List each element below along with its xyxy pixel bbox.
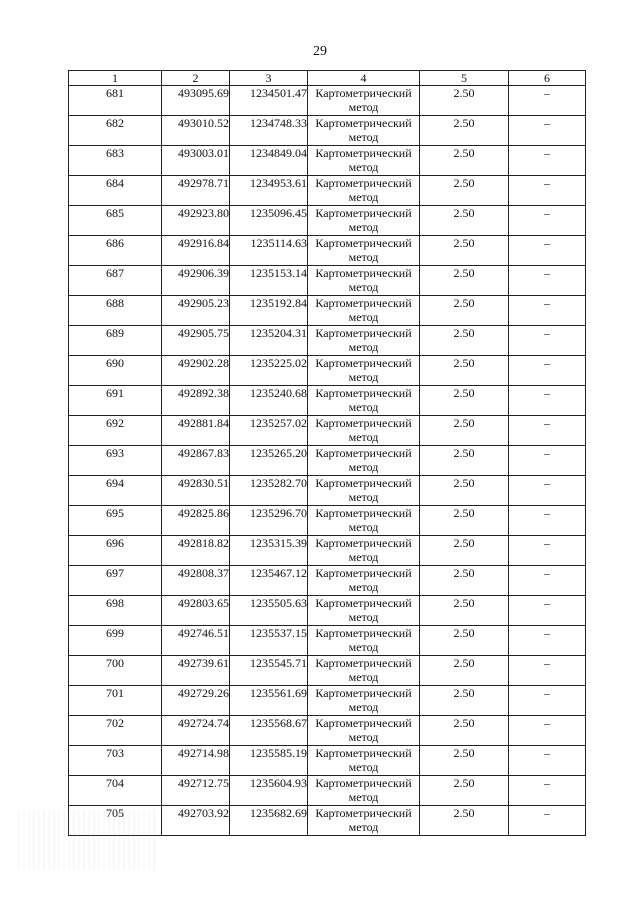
table-body [69, 86, 586, 836]
x-coordinate-cell: 493010.52 [162, 116, 230, 146]
x-coordinate-cell: 492825.86 [162, 506, 230, 536]
accuracy-cell: 2.50 [420, 746, 509, 776]
x-coordinate-cell: 492881.84 [162, 416, 230, 446]
method-line-2: метод [348, 580, 379, 594]
method-line-1: Картометрический [315, 806, 412, 820]
method-cell [308, 776, 420, 806]
point-number-cell: 691 [69, 386, 162, 416]
column-header-2: 2 [162, 71, 230, 86]
method-cell [308, 146, 420, 176]
method-cell [308, 446, 420, 476]
accuracy-cell: 2.50 [420, 236, 509, 266]
x-coordinate-cell: 492746.51 [162, 626, 230, 656]
y-coordinate-cell: 1235225.02 [230, 356, 308, 386]
y-coordinate-cell: 1235240.68 [230, 386, 308, 416]
method-line-2: метод [348, 280, 379, 294]
y-coordinate-cell: 1234748.33 [230, 116, 308, 146]
y-coordinate-cell: 1235568.67 [230, 716, 308, 746]
accuracy-cell: 2.50 [420, 596, 509, 626]
method-line-1: Картометрический [315, 596, 412, 610]
accuracy-cell: 2.50 [420, 386, 509, 416]
method-line-1: Картометрический [315, 776, 412, 790]
accuracy-cell: 2.50 [420, 806, 509, 836]
point-number-cell: 687 [69, 266, 162, 296]
y-coordinate-cell: 1235153.14 [230, 266, 308, 296]
method-cell [308, 296, 420, 326]
x-coordinate-cell: 492724.74 [162, 716, 230, 746]
method-cell [308, 506, 420, 536]
note-cell: – [509, 776, 586, 806]
note-cell: – [509, 656, 586, 686]
accuracy-cell: 2.50 [420, 656, 509, 686]
note-cell: – [509, 536, 586, 566]
method-line-2: метод [348, 190, 379, 204]
point-number-cell: 695 [69, 506, 162, 536]
y-coordinate-cell: 1235265.20 [230, 446, 308, 476]
coordinates-table [68, 70, 586, 836]
method-line-1: Картометрический [315, 86, 412, 100]
table-row [69, 626, 586, 656]
method-line-2: метод [348, 790, 379, 804]
method-line-1: Картометрический [315, 326, 412, 340]
method-line-1: Картометрический [315, 416, 412, 430]
method-line-2: метод [348, 520, 379, 534]
x-coordinate-cell: 493003.01 [162, 146, 230, 176]
table-row [69, 716, 586, 746]
table-row [69, 746, 586, 776]
point-number-cell: 697 [69, 566, 162, 596]
note-cell: – [509, 626, 586, 656]
accuracy-cell: 2.50 [420, 116, 509, 146]
accuracy-cell: 2.50 [420, 566, 509, 596]
table-row [69, 596, 586, 626]
note-cell: – [509, 476, 586, 506]
point-number-cell: 684 [69, 176, 162, 206]
accuracy-cell: 2.50 [420, 86, 509, 116]
point-number-cell: 682 [69, 116, 162, 146]
x-coordinate-cell: 492923.80 [162, 206, 230, 236]
method-cell [308, 566, 420, 596]
note-cell: – [509, 206, 586, 236]
y-coordinate-cell: 1235537.15 [230, 626, 308, 656]
column-header-6: 6 [509, 71, 586, 86]
accuracy-cell: 2.50 [420, 506, 509, 536]
method-line-1: Картометрический [315, 116, 412, 130]
point-number-cell: 701 [69, 686, 162, 716]
method-cell [308, 536, 420, 566]
y-coordinate-cell: 1235192.84 [230, 296, 308, 326]
table-row [69, 476, 586, 506]
y-coordinate-cell: 1235561.69 [230, 686, 308, 716]
method-line-1: Картометрический [315, 266, 412, 280]
method-line-1: Картометрический [315, 176, 412, 190]
point-number-cell: 688 [69, 296, 162, 326]
y-coordinate-cell: 1235204.31 [230, 326, 308, 356]
x-coordinate-cell: 492905.23 [162, 296, 230, 326]
column-header-5: 5 [420, 71, 509, 86]
accuracy-cell: 2.50 [420, 476, 509, 506]
accuracy-cell: 2.50 [420, 686, 509, 716]
x-coordinate-cell: 492867.83 [162, 446, 230, 476]
method-line-1: Картометрический [315, 686, 412, 700]
method-cell [308, 236, 420, 266]
table-row [69, 236, 586, 266]
note-cell: – [509, 176, 586, 206]
x-coordinate-cell: 492729.26 [162, 686, 230, 716]
method-cell [308, 206, 420, 236]
note-cell: – [509, 116, 586, 146]
point-number-cell: 696 [69, 536, 162, 566]
method-cell [308, 386, 420, 416]
table-row [69, 506, 586, 536]
note-cell: – [509, 296, 586, 326]
column-header-3: 3 [230, 71, 308, 86]
method-line-2: метод [348, 400, 379, 414]
note-cell: – [509, 686, 586, 716]
point-number-cell: 705 [69, 806, 162, 836]
accuracy-cell: 2.50 [420, 176, 509, 206]
y-coordinate-cell: 1235585.19 [230, 746, 308, 776]
method-line-2: метод [348, 640, 379, 654]
method-line-2: метод [348, 220, 379, 234]
x-coordinate-cell: 492978.71 [162, 176, 230, 206]
method-line-2: метод [348, 820, 379, 834]
table-row [69, 536, 586, 566]
point-number-cell: 689 [69, 326, 162, 356]
table-row [69, 296, 586, 326]
method-line-2: метод [348, 430, 379, 444]
note-cell: – [509, 386, 586, 416]
table-row [69, 86, 586, 116]
method-line-2: метод [348, 730, 379, 744]
method-cell [308, 86, 420, 116]
note-cell: – [509, 566, 586, 596]
method-line-2: метод [348, 340, 379, 354]
method-line-2: метод [348, 670, 379, 684]
method-line-2: метод [348, 760, 379, 774]
y-coordinate-cell: 1235505.63 [230, 596, 308, 626]
table-row [69, 326, 586, 356]
y-coordinate-cell: 1235296.70 [230, 506, 308, 536]
table-row [69, 446, 586, 476]
note-cell: – [509, 236, 586, 266]
y-coordinate-cell: 1235114.63 [230, 236, 308, 266]
method-cell [308, 176, 420, 206]
point-number-cell: 704 [69, 776, 162, 806]
method-line-2: метод [348, 550, 379, 564]
y-coordinate-cell: 1235604.93 [230, 776, 308, 806]
method-cell [308, 266, 420, 296]
method-line-1: Картометрический [315, 206, 412, 220]
point-number-cell: 681 [69, 86, 162, 116]
scan-smudge [18, 810, 158, 870]
x-coordinate-cell: 492906.39 [162, 266, 230, 296]
x-coordinate-cell: 492818.82 [162, 536, 230, 566]
method-line-1: Картометрический [315, 476, 412, 490]
method-cell [308, 686, 420, 716]
y-coordinate-cell: 1235096.45 [230, 206, 308, 236]
method-line-1: Картометрический [315, 566, 412, 580]
note-cell: – [509, 146, 586, 176]
x-coordinate-cell: 492739.61 [162, 656, 230, 686]
x-coordinate-cell: 492808.37 [162, 566, 230, 596]
note-cell: – [509, 746, 586, 776]
accuracy-cell: 2.50 [420, 716, 509, 746]
point-number-cell: 700 [69, 656, 162, 686]
note-cell: – [509, 86, 586, 116]
point-number-cell: 690 [69, 356, 162, 386]
x-coordinate-cell: 493095.69 [162, 86, 230, 116]
method-line-1: Картометрический [315, 536, 412, 550]
point-number-cell: 693 [69, 446, 162, 476]
y-coordinate-cell: 1235545.71 [230, 656, 308, 686]
method-line-2: метод [348, 130, 379, 144]
point-number-cell: 686 [69, 236, 162, 266]
method-cell [308, 476, 420, 506]
table-row [69, 566, 586, 596]
y-coordinate-cell: 1234953.61 [230, 176, 308, 206]
table-row [69, 686, 586, 716]
note-cell: – [509, 356, 586, 386]
point-number-cell: 683 [69, 146, 162, 176]
accuracy-cell: 2.50 [420, 626, 509, 656]
method-line-2: метод [348, 460, 379, 474]
method-line-2: метод [348, 700, 379, 714]
y-coordinate-cell: 1235315.39 [230, 536, 308, 566]
note-cell: – [509, 806, 586, 836]
method-cell [308, 116, 420, 146]
method-cell [308, 596, 420, 626]
note-cell: – [509, 506, 586, 536]
point-number-cell: 698 [69, 596, 162, 626]
note-cell: – [509, 446, 586, 476]
method-line-1: Картометрический [315, 146, 412, 160]
x-coordinate-cell: 492714.98 [162, 746, 230, 776]
accuracy-cell: 2.50 [420, 326, 509, 356]
method-line-1: Картометрический [315, 656, 412, 670]
method-cell [308, 626, 420, 656]
method-line-1: Картометрический [315, 296, 412, 310]
method-line-1: Картометрический [315, 626, 412, 640]
note-cell: – [509, 326, 586, 356]
table-row [69, 146, 586, 176]
x-coordinate-cell: 492916.84 [162, 236, 230, 266]
method-line-1: Картометрический [315, 506, 412, 520]
accuracy-cell: 2.50 [420, 266, 509, 296]
method-line-2: метод [348, 370, 379, 384]
accuracy-cell: 2.50 [420, 206, 509, 236]
accuracy-cell: 2.50 [420, 146, 509, 176]
x-coordinate-cell: 492902.28 [162, 356, 230, 386]
method-line-2: метод [348, 250, 379, 264]
table-row [69, 266, 586, 296]
x-coordinate-cell: 492803.65 [162, 596, 230, 626]
table-row [69, 116, 586, 146]
point-number-cell: 703 [69, 746, 162, 776]
accuracy-cell: 2.50 [420, 536, 509, 566]
method-cell [308, 746, 420, 776]
accuracy-cell: 2.50 [420, 296, 509, 326]
point-number-cell: 702 [69, 716, 162, 746]
x-coordinate-cell: 492892.38 [162, 386, 230, 416]
y-coordinate-cell: 1235467.12 [230, 566, 308, 596]
accuracy-cell: 2.50 [420, 416, 509, 446]
x-coordinate-cell: 492830.51 [162, 476, 230, 506]
y-coordinate-cell: 1235282.70 [230, 476, 308, 506]
accuracy-cell: 2.50 [420, 356, 509, 386]
method-line-2: метод [348, 100, 379, 114]
method-cell [308, 716, 420, 746]
note-cell: – [509, 416, 586, 446]
y-coordinate-cell: 1235682.69 [230, 806, 308, 836]
method-cell [308, 656, 420, 686]
note-cell: – [509, 716, 586, 746]
y-coordinate-cell: 1234849.04 [230, 146, 308, 176]
table-row [69, 656, 586, 686]
point-number-cell: 692 [69, 416, 162, 446]
x-coordinate-cell: 492905.75 [162, 326, 230, 356]
accuracy-cell: 2.50 [420, 446, 509, 476]
table-row [69, 206, 586, 236]
method-line-1: Картометрический [315, 746, 412, 760]
method-line-1: Картометрический [315, 236, 412, 250]
y-coordinate-cell: 1234501.47 [230, 86, 308, 116]
column-header-4: 4 [308, 71, 420, 86]
page-number: 29 [313, 44, 327, 59]
method-line-1: Картометрический [315, 386, 412, 400]
note-cell: – [509, 596, 586, 626]
x-coordinate-cell: 492712.75 [162, 776, 230, 806]
method-line-1: Картометрический [315, 716, 412, 730]
method-line-2: метод [348, 310, 379, 324]
point-number-cell: 685 [69, 206, 162, 236]
method-line-2: метод [348, 160, 379, 174]
table-row [69, 386, 586, 416]
method-cell [308, 806, 420, 836]
x-coordinate-cell: 492703.92 [162, 806, 230, 836]
method-cell [308, 416, 420, 446]
table-row [69, 416, 586, 446]
table-row [69, 356, 586, 386]
table-header [69, 71, 586, 86]
method-line-1: Картометрический [315, 356, 412, 370]
accuracy-cell: 2.50 [420, 776, 509, 806]
point-number-cell: 694 [69, 476, 162, 506]
method-line-2: метод [348, 490, 379, 504]
method-line-2: метод [348, 610, 379, 624]
point-number-cell: 699 [69, 626, 162, 656]
column-header-1: 1 [69, 71, 162, 86]
table-row [69, 176, 586, 206]
method-cell [308, 356, 420, 386]
y-coordinate-cell: 1235257.02 [230, 416, 308, 446]
method-cell [308, 326, 420, 356]
note-cell: – [509, 266, 586, 296]
table-row [69, 776, 586, 806]
method-line-1: Картометрический [315, 446, 412, 460]
